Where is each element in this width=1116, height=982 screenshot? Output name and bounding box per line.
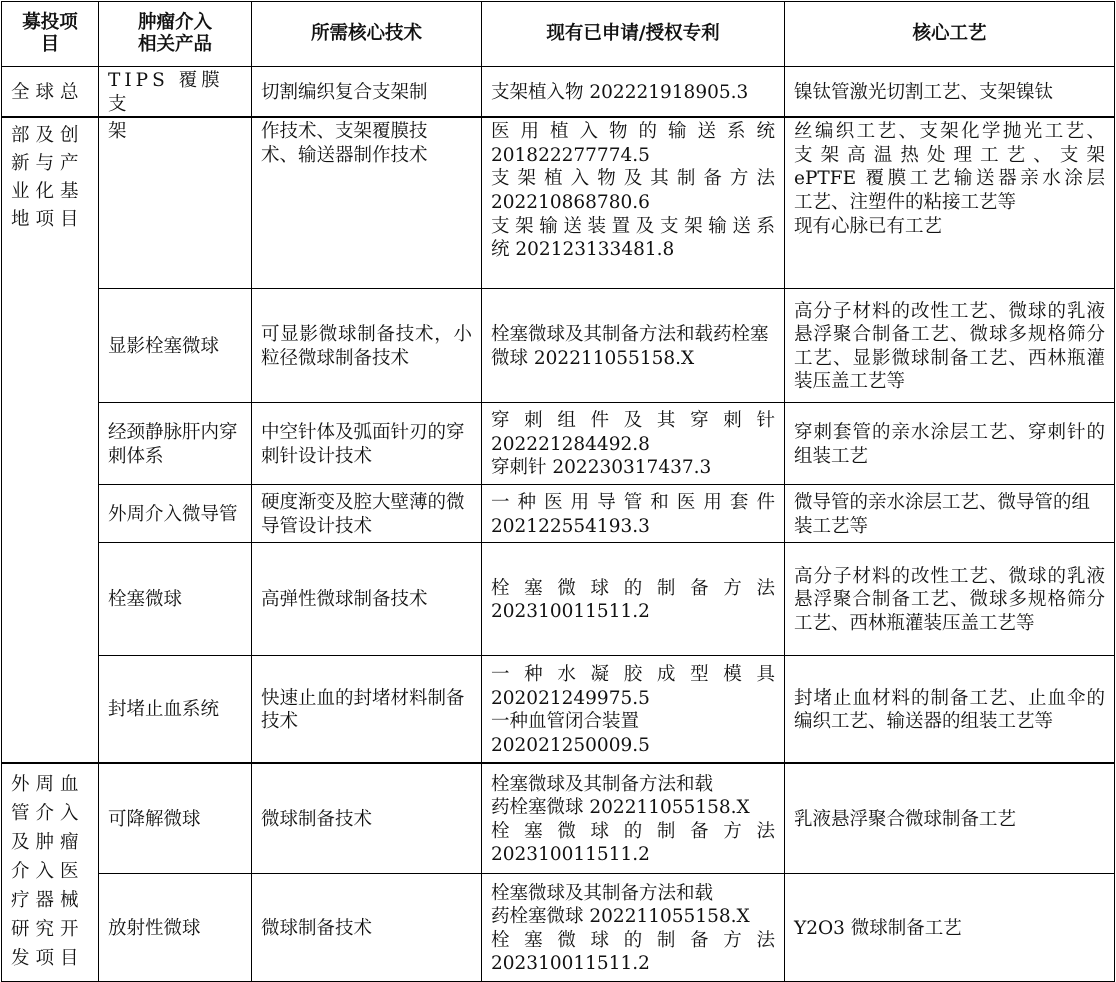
tech-cell: 微球制备技术 [252, 764, 482, 874]
project-group-2: 外周血 管介入 及肿瘤 介入医 疗器械 研究开 发项目 [2, 764, 99, 982]
tech-cell: 可显影微球制备技术，小粒径微球制备技术 [252, 289, 482, 403]
process-cell: 高分子材料的改性工艺、微球的乳液悬浮聚合制备工艺、微球多规格筛分工艺、西林瓶灌装压盖工艺等 [785, 543, 1115, 656]
table-row [2, 289, 1115, 403]
patent-cell: 一种医用导管和医用套件 202122554193.3 [482, 485, 785, 543]
product-cell: 外周介入微导管 [99, 485, 252, 543]
table-row [2, 543, 1115, 656]
product-cell: 架 [99, 118, 252, 289]
table-row [2, 403, 1115, 485]
product-cell: 经颈静脉肝内穿刺体系 [99, 403, 252, 485]
table-row [2, 764, 1115, 874]
process-cell: 微导管的亲水涂层工艺、微导管的组装工艺等 [785, 485, 1115, 543]
product-cell: 栓塞微球 [99, 543, 252, 656]
patent-cell: 栓塞微球及其制备方法和载 药栓塞微球 202211055158.X 栓塞微球的制备方法 202310011511.2 [482, 874, 785, 982]
process-cell: 穿刺套管的亲水涂层工艺、穿刺针的组装工艺 [785, 403, 1115, 485]
process-cell: 乳液悬浮聚合微球制备工艺 [785, 764, 1115, 874]
patent-cell: 栓塞微球及其制备方法和载药栓塞微球 202211055158.X [482, 289, 785, 403]
tech-cell: 高弹性微球制备技术 [252, 543, 482, 656]
project-group-1-first: 全球总 [2, 67, 99, 117]
patent-cell: 栓塞微球的制备方法 202310011511.2 [482, 543, 785, 656]
tech-cell: 切割编织复合支架制 [252, 67, 482, 117]
product-cell: 封堵止血系统 [99, 656, 252, 763]
product-cell: 显影栓塞微球 [99, 289, 252, 403]
table-row [2, 656, 1115, 763]
tech-cell: 快速止血的封堵材料制备技术 [252, 656, 482, 763]
table-row [2, 118, 1115, 289]
header-core-process: 核心工艺 [785, 2, 1115, 67]
process-cell: 镍钛管激光切割工艺、支架镍钛 [785, 67, 1115, 117]
product-cell: 放射性微球 [99, 874, 252, 982]
header-product: 肿瘤介入 相关产品 [99, 2, 252, 67]
table-row [2, 67, 1115, 117]
patent-cell: 医用植入物的输送系统 201822277774.5 支架植入物及其制备方法 202210868780.6 支架输送装置及支架输送系 统 202123133481.8 [482, 118, 785, 289]
header-core-tech: 所需核心技术 [252, 2, 482, 67]
table-header-row [2, 2, 1115, 67]
patent-cell: 支架植入物 202221918905.3 [482, 67, 785, 117]
table-row [2, 874, 1115, 982]
patent-technology-table [1, 1, 1115, 982]
project-group-1: 部及创 新与产 业化基 地项目 [2, 118, 99, 763]
product-cell: TIPS 覆膜支 [99, 67, 252, 117]
table-row [2, 485, 1115, 543]
tech-cell: 微球制备技术 [252, 874, 482, 982]
patent-cell: 一种水凝胶成型模具 202021249975.5 一种血管闭合装置 202021250009.5 [482, 656, 785, 763]
tech-cell: 中空针体及弧面针刃的穿刺针设计技术 [252, 403, 482, 485]
patent-cell: 栓塞微球及其制备方法和载 药栓塞微球 202211055158.X 栓塞微球的制备方法 202310011511.2 [482, 764, 785, 874]
patent-cell: 穿刺组件及其穿刺针 202221284492.8 穿刺针 202230317437.3 [482, 403, 785, 485]
process-cell: 封堵止血材料的制备工艺、止血伞的编织工艺、输送器的组装工艺等 [785, 656, 1115, 763]
tech-cell: 硬度渐变及腔大壁薄的微导管设计技术 [252, 485, 482, 543]
process-cell: 高分子材料的改性工艺、微球的乳液悬浮聚合制备工艺、微球多规格筛分工艺、显影微球制备工艺、西林瓶灌装压盖工艺等 [785, 289, 1115, 403]
process-cell: Y2O3 微球制备工艺 [785, 874, 1115, 982]
product-cell: 可降解微球 [99, 764, 252, 874]
tech-cell: 作技术、支架覆膜技 术、输送器制作技术 [252, 118, 482, 289]
header-project: 募投项 目 [2, 2, 99, 67]
header-patents: 现有已申请/授权专利 [482, 2, 785, 67]
process-cell: 丝编织工艺、支架化学抛光工艺、 支架高温热处理工艺、支架 ePTFE 覆膜工艺输送器亲水涂层 工艺、注塑件的粘接工艺等 现有心脉已有工艺 [785, 118, 1115, 289]
